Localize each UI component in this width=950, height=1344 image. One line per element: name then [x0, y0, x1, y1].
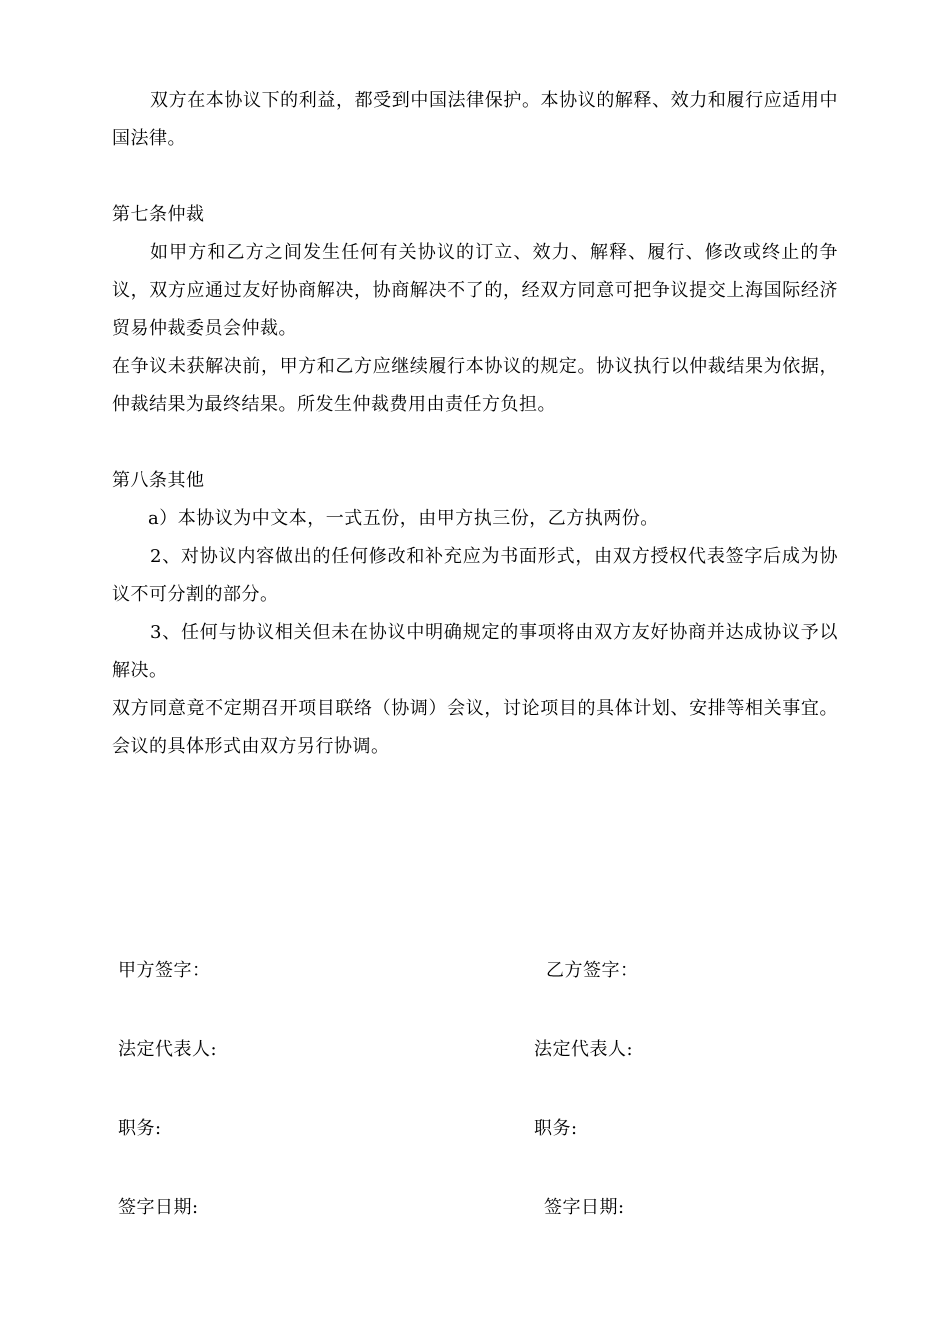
article-8-paragraph-4: 双方同意竟不定期召开项目联络（协调）会议，讨论项目的具体计划、安排等相关事宜。会议的具体形式由双方另行协调。: [112, 698, 838, 757]
party-b-legal-rep-label: 法定代表人:: [534, 1039, 634, 1060]
party-b-position-label: 职务:: [534, 1118, 578, 1139]
article-7-paragraph-2: 在争议未获解决前，甲方和乙方应继续履行本协议的规定。协议执行以仲裁结果为依据，仲裁结果为最终结果。所发生仲裁费用由责任方负担。: [112, 356, 838, 415]
article-7-paragraph-1: 如甲方和乙方之间发生任何有关协议的订立、效力、解释、履行、修改或终止的争议，双方应通过友好协商解决，协商解决不了的，经双方同意可把争议提交上海国际经济贸易仲裁委员会仲裁。: [112, 242, 838, 339]
article-8-title: 第八条其他: [112, 470, 205, 491]
document-body: [112, 82, 838, 766]
article-8-item-2: 2、对协议内容做出的任何修改和补充应为书面形式，由双方授权代表签字后成为协议不可分割的部分。: [112, 546, 838, 605]
party-b-sign-date-label: 签字日期:: [544, 1197, 625, 1218]
spacer: [112, 158, 838, 196]
party-b-signature-label: 乙方签字：: [546, 960, 639, 981]
party-a-position-label: 职务:: [118, 1118, 162, 1139]
party-a-sign-date-label: 签字日期:: [118, 1197, 199, 1218]
article-8-item-a: a）本协议为中文本，一式五份，由甲方执三份，乙方执两份。: [148, 508, 659, 529]
party-a-signature-label: 甲方签字：: [118, 960, 211, 981]
spacer: [112, 424, 838, 462]
article-7-title: 第七条仲裁: [112, 204, 205, 225]
party-a-legal-rep-label: 法定代表人:: [118, 1039, 218, 1060]
article-8-item-3: 3、任何与协议相关但未在协议中明确规定的事项将由双方友好协商并达成协议予以解决。: [112, 622, 838, 681]
governing-law-paragraph: 双方在本协议下的利益，都受到中国法律保护。本协议的解释、效力和履行应适用中国法律。: [112, 90, 838, 149]
